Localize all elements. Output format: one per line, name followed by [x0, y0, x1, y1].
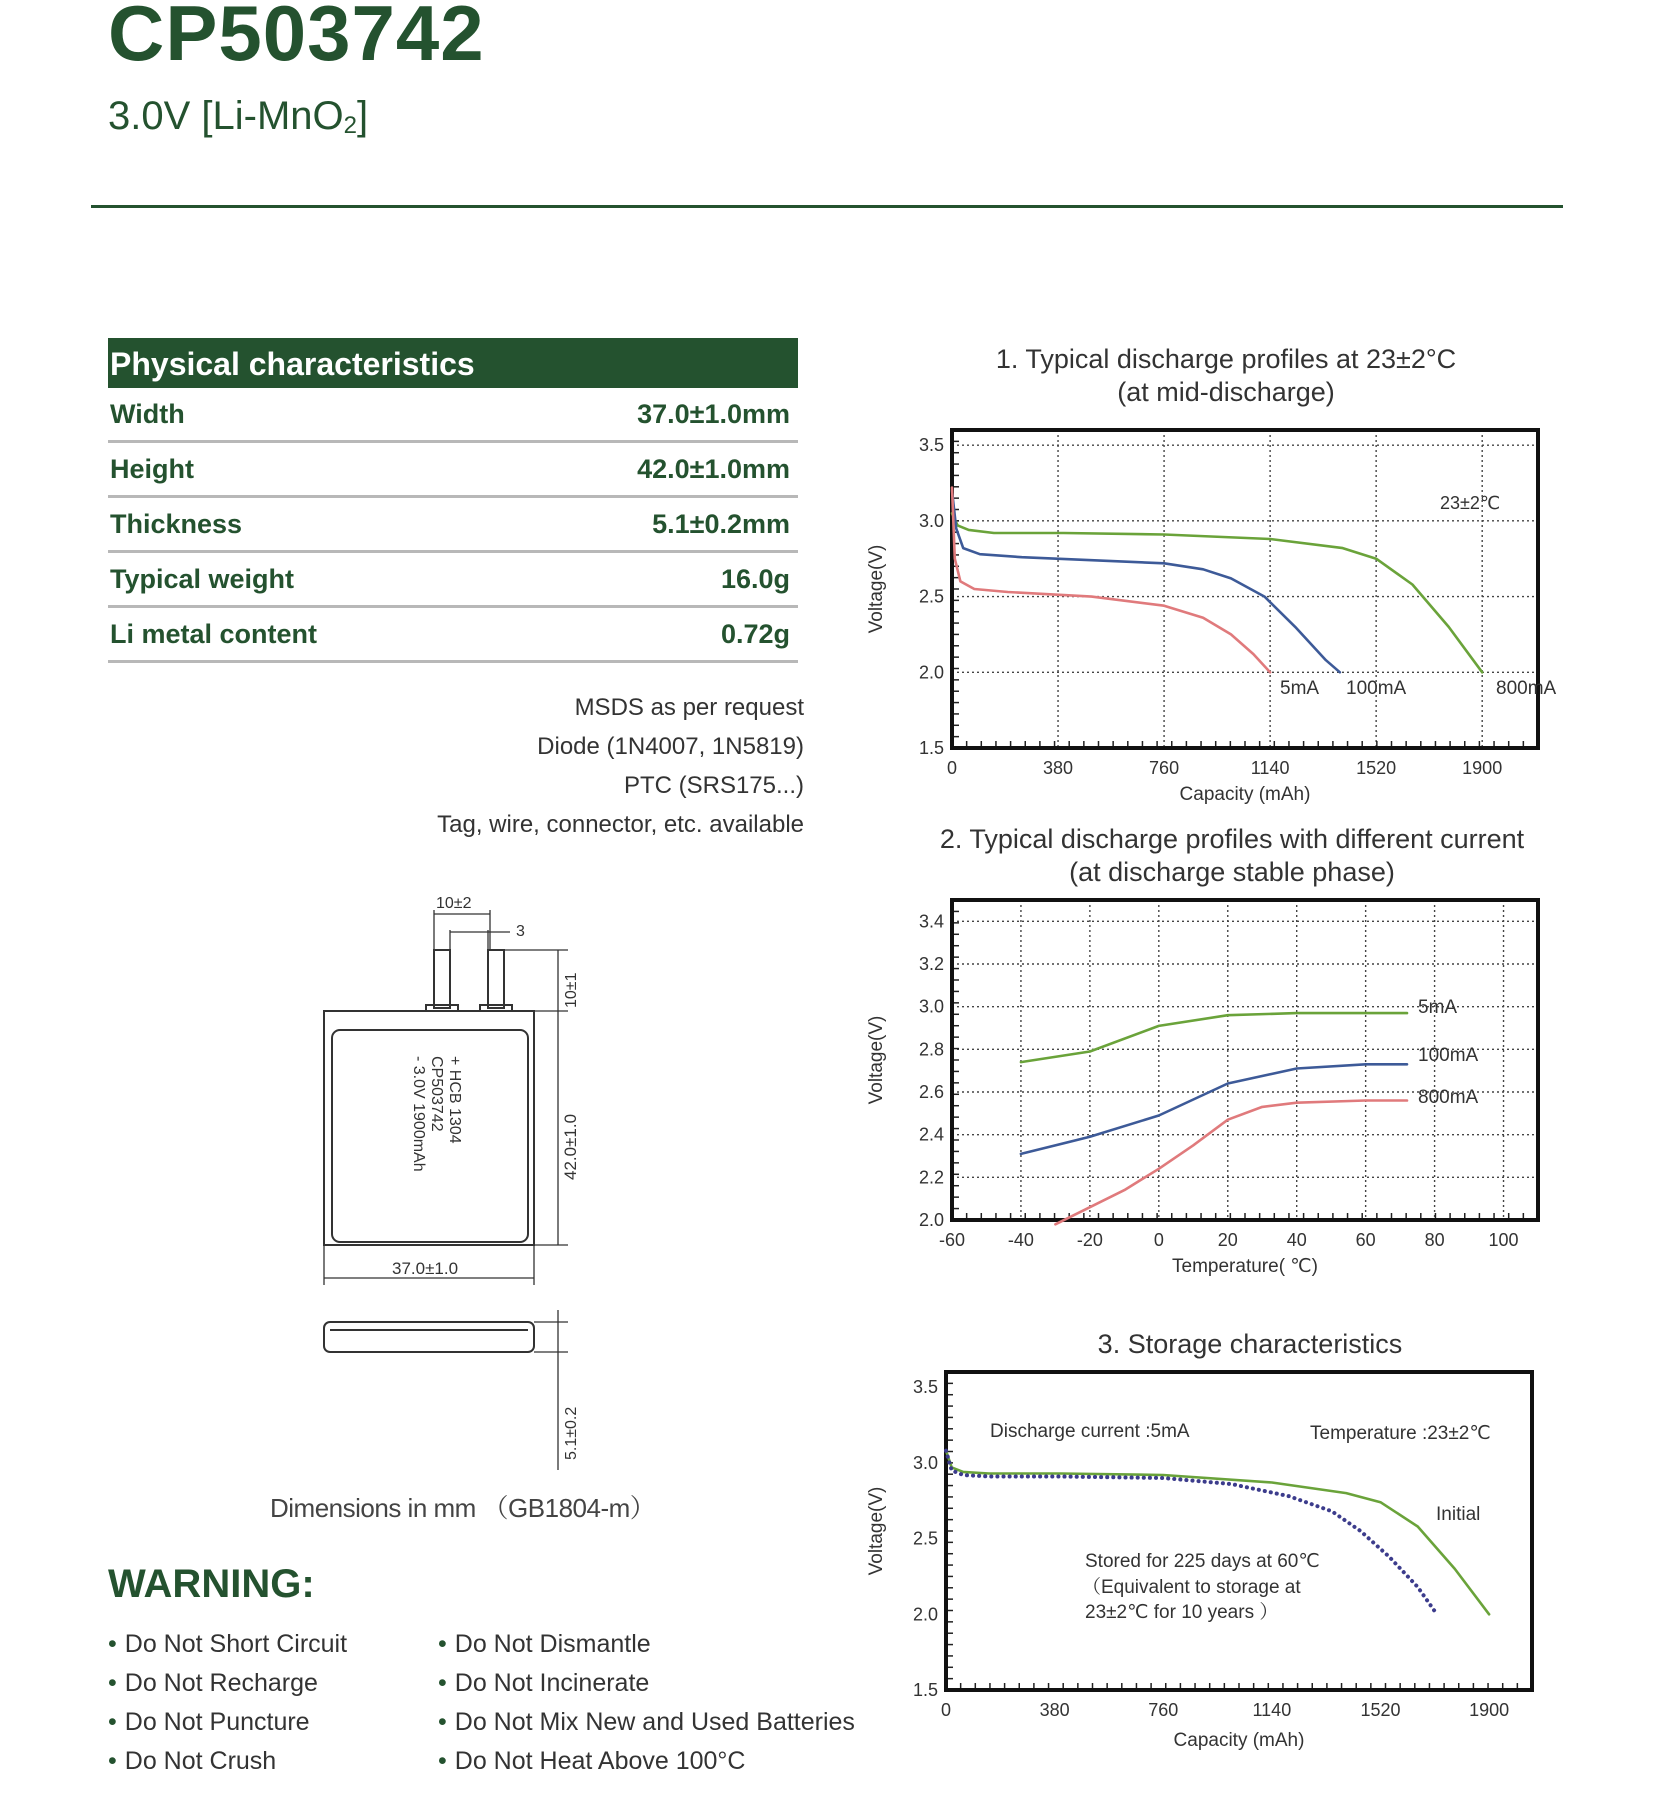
x-tick-label: -20 — [1076, 1230, 1103, 1250]
y-tick-label: 1.5 — [912, 1680, 938, 1700]
chart-3-title: 3. Storage characteristics — [1097, 1329, 1403, 1359]
cell-label-line1: + HCB 1304 — [446, 1056, 463, 1144]
chart-1-plot — [866, 430, 1557, 805]
chart-2-subtitle: (at discharge stable phase) — [1069, 857, 1395, 887]
thickness-label: 5.1±0.2 — [563, 1406, 580, 1460]
x-tick-label: 60 — [1355, 1230, 1376, 1250]
chart-3-annotation-current: Discharge current :5mA — [990, 1421, 1190, 1442]
y-axis-label: Voltage(V) — [866, 1486, 887, 1576]
tab-gap-label: 3 — [516, 923, 525, 940]
row-label: Width — [110, 398, 185, 429]
row-value: 16.0g — [720, 563, 790, 594]
x-tick-label: 1520 — [1360, 1700, 1401, 1720]
x-tick-label: 40 — [1286, 1230, 1307, 1250]
row-label: Height — [110, 453, 194, 484]
series-label: 800mA — [1418, 1087, 1479, 1108]
series-line-800ma — [1055, 1101, 1407, 1225]
row-label: Thickness — [110, 508, 243, 539]
series-label: 100mA — [1418, 1045, 1479, 1066]
chart-2-title: 2. Typical discharge profiles with different current — [939, 824, 1525, 854]
cell-label-line3: - 3.0V 1900mAh — [410, 1056, 427, 1172]
y-axis-label: Voltage(V) — [866, 1015, 887, 1105]
note-line: PTC (SRS175...) — [623, 772, 804, 799]
x-tick-label: 380 — [1039, 1700, 1070, 1720]
y-tick-label: 3.0 — [912, 1452, 938, 1473]
note-line: Tag, wire, connector, etc. available — [437, 811, 804, 838]
tab-height-label: 10±1 — [563, 972, 580, 1008]
chemistry-prefix: 3.0V [Li-MnO — [108, 94, 344, 138]
row-value: 37.0±1.0mm — [637, 398, 790, 429]
y-tick-label: 1.5 — [918, 738, 944, 758]
warning-item: • Do Not Dismantle — [438, 1625, 855, 1664]
x-axis-label: Temperature( ℃) — [1172, 1256, 1318, 1277]
note-line: MSDS as per request — [574, 694, 804, 721]
series-label: 5mA — [1280, 678, 1320, 699]
y-tick-label: 2.0 — [912, 1604, 938, 1625]
x-tick-label: 1900 — [1469, 1700, 1510, 1720]
x-tick-label: 100 — [1488, 1230, 1519, 1250]
x-tick-label: 760 — [1149, 758, 1180, 778]
chart-3-stored-note-1: Stored for 225 days at 60℃ — [1085, 1551, 1320, 1572]
x-tick-label: 0 — [1153, 1230, 1164, 1250]
chemistry-suffix: ] — [357, 94, 369, 138]
plot-frame — [946, 1372, 1532, 1690]
warning-item: • Do Not Puncture — [108, 1703, 347, 1742]
x-tick-label: 1900 — [1462, 758, 1503, 778]
width-label: 37.0±1.0 — [392, 1259, 459, 1278]
warning-item: • Do Not Heat Above 100°C — [438, 1742, 855, 1781]
x-tick-label: 20 — [1217, 1230, 1238, 1250]
height-label: 42.0±1.0 — [561, 1113, 580, 1180]
cell-label-line2: CP503742 — [428, 1056, 445, 1132]
y-tick-label: 3.0 — [918, 510, 944, 531]
x-tick-label: -40 — [1007, 1230, 1034, 1250]
chart-1-subtitle: (at mid-discharge) — [1117, 377, 1335, 407]
y-axis-label: Voltage(V) — [866, 544, 887, 634]
series-line-100ma — [1021, 1064, 1407, 1154]
warning-item: • Do Not Recharge — [108, 1664, 347, 1703]
y-tick-label: 2.2 — [918, 1167, 944, 1188]
series-label: Initial — [1436, 1504, 1481, 1525]
x-tick-label: -60 — [938, 1230, 966, 1250]
row-label: Typical weight — [110, 563, 295, 594]
warning-item: • Do Not Incinerate — [438, 1664, 855, 1703]
series-line-800ma — [952, 488, 1270, 673]
y-tick-label: 3.2 — [918, 954, 944, 974]
row-value: 42.0±1.0mm — [637, 453, 790, 484]
x-tick-label: 380 — [1043, 758, 1074, 778]
x-tick-label: 0 — [940, 1700, 952, 1720]
x-axis-label: Capacity (mAh) — [1173, 1730, 1305, 1751]
plot-frame — [952, 430, 1538, 748]
y-tick-label: 2.8 — [918, 1039, 944, 1060]
table-heading: Physical characteristics — [108, 338, 798, 388]
y-tick-label: 3.5 — [918, 435, 944, 456]
y-tick-label: 2.0 — [918, 662, 944, 683]
note-line: Diode (1N4007, 1N5819) — [537, 733, 804, 760]
y-tick-label: 2.5 — [918, 586, 944, 607]
product-model-title: CP503742 — [108, 0, 485, 77]
x-tick-label: 0 — [946, 758, 958, 778]
row-value: 0.72g — [720, 618, 790, 649]
y-tick-label: 2.4 — [918, 1124, 944, 1145]
series-label: 800mA — [1496, 678, 1557, 699]
dimensions-caption: Dimensions in mm （GB1804-m） — [270, 1493, 656, 1523]
chart-3-stored-note-3: 23±2℃ for 10 years ） — [1085, 1602, 1279, 1623]
y-tick-label: 2.6 — [918, 1082, 944, 1102]
y-tick-label: 3.0 — [918, 996, 944, 1017]
y-tick-label: 2.5 — [912, 1528, 938, 1549]
series-label: 5mA — [1418, 997, 1458, 1018]
series-label: 100mA — [1346, 678, 1407, 699]
chemistry-subscript: 2 — [343, 112, 358, 139]
x-tick-label: 80 — [1424, 1230, 1445, 1250]
chart-1-annotation: 23±2℃ — [1440, 493, 1501, 513]
chart-2 — [940, 824, 1525, 887]
warning-heading: WARNING: — [108, 1562, 315, 1606]
warning-item: • Do Not Crush — [108, 1742, 347, 1781]
x-tick-label: 1140 — [1252, 1700, 1292, 1720]
row-value: 5.1±0.2mm — [652, 508, 790, 539]
chart-2-plot — [866, 900, 1538, 1277]
series-line-100ma — [952, 491, 1340, 673]
warning-item: • Do Not Short Circuit — [108, 1625, 347, 1664]
x-tick-label: 1140 — [1250, 758, 1290, 778]
chart-3-stored-note-2: （Equivalent to storage at — [1082, 1577, 1301, 1598]
x-axis-label: Capacity (mAh) — [1179, 784, 1311, 805]
x-tick-label: 1520 — [1356, 758, 1397, 778]
row-label: Li metal content — [110, 618, 318, 649]
x-tick-label: 760 — [1148, 1700, 1179, 1720]
chart-1-title: 1. Typical discharge profiles at 23±2°C — [995, 344, 1457, 374]
chart-3-annotation-temperature: Temperature :23±2℃ — [1310, 1423, 1491, 1444]
y-tick-label: 3.5 — [912, 1377, 938, 1398]
y-tick-label: 2.0 — [918, 1210, 944, 1230]
series-line-5ma — [1021, 1013, 1407, 1062]
tab-width-label: 10±2 — [436, 895, 472, 912]
y-tick-label: 3.4 — [918, 911, 944, 932]
warning-item: • Do Not Mix New and Used Batteries — [438, 1703, 855, 1742]
